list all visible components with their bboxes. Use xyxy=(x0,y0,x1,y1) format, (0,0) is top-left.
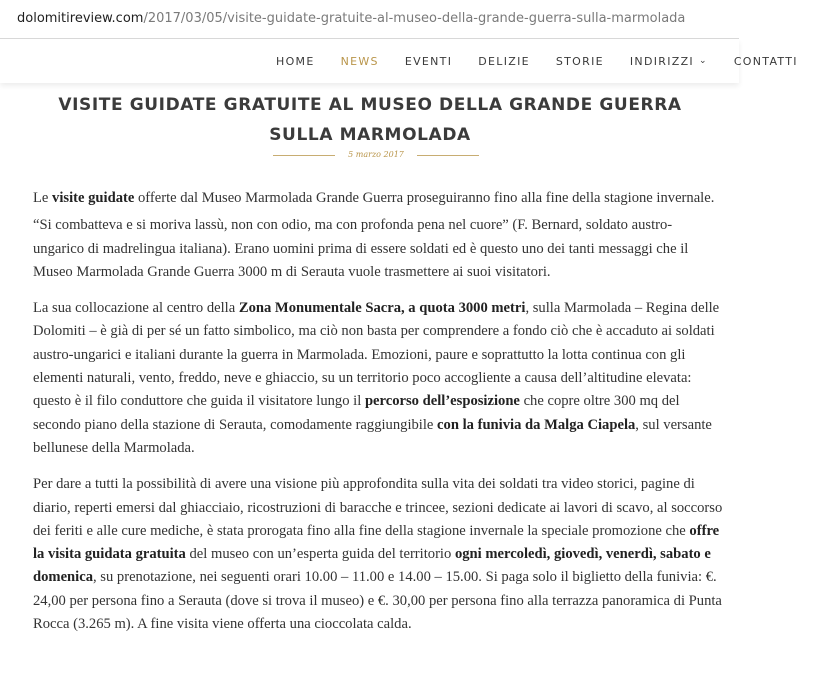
paragraph-quote: “Si combatteva e si moriva lassù, non con odio, ma con profonda pena nel cuore” (F. Bernard, soldato austro-ungarico di madrelingua italiana). Erano uomini prima di essere soldati ed è questo uno dei tanti messaggi che il Museo Marmolada Grande Guerra 3000 m di Serauta vuole trasmettere ai suoi visitatori. xyxy=(33,217,689,280)
article-title: VISITE GUIDATE GRATUITE AL MUSEO DELLA GRANDE GUERRA SULLA MARMOLADA xyxy=(58,95,682,145)
article-body xyxy=(33,187,723,636)
nav-item-storie[interactable]: STORIE xyxy=(555,54,604,68)
nav-item-eventi[interactable]: EVENTI xyxy=(404,54,453,68)
site-header xyxy=(0,39,798,83)
text-run: , su prenotazione, nei seguenti orari 10.00 – 11.00 e 14.00 – 15.00. Si paga solo il biglietto della funivia: €. 24,00 per persona fino a Serauta (dove si trova il museo) e €. 30,00 per persona fino alla terrazza panoramica di Punta Rocca (3.265 m). A fine visita viene offerta una cioccolata calda. xyxy=(33,569,722,633)
nav-item-news[interactable]: NEWS xyxy=(340,54,379,68)
text-run: La sua collocazione al centro della xyxy=(33,300,239,317)
nav-item-delizie[interactable]: DELIZIE xyxy=(478,54,530,68)
nav-item-contatti[interactable]: CONTATTI xyxy=(733,54,798,68)
bold-visita-gratuita: offre la visita guidata gratuita xyxy=(33,522,720,563)
text-run: che copre oltre 300 mq del secondo piano della stazione di Serauta, comodamente raggiungibile xyxy=(33,393,680,433)
text-run: Per dare a tutti la possibilità di avere una visione più approfondita sulla vita dei soldati tra video storici, pagine di diario, reperti emersi dal ghiacciaio, ricostruzioni di baracche e trincee, sezioni dedicate ai lavori di scavo, al soccorso dei feriti e alle cure mediche, è stata prorogata fino alla fine della stagione invernale la speciale promozione che xyxy=(33,476,723,539)
text-run: del museo con un’esperta guida del territorio xyxy=(185,546,455,563)
divider-right xyxy=(417,155,479,156)
paragraph-location xyxy=(33,297,723,460)
paragraph-promotion xyxy=(33,473,723,636)
main-navigation xyxy=(276,39,824,83)
url-text[interactable] xyxy=(17,0,685,38)
paragraph-intro xyxy=(33,187,723,210)
text-run: Le xyxy=(33,190,53,206)
article-date: 5 marzo 2017 xyxy=(348,150,404,159)
bold-giorni: ogni mercoledì, giovedì, venerdì, sabato e domenica xyxy=(33,546,711,586)
bold-zona-monumentale: Zona Monumentale Sacra, a quota 3000 metri xyxy=(238,300,526,317)
url-path: /2017/03/05/visite-guidate-gratuite-al-museo-della-grande-guerra-sulla-marmolada xyxy=(143,11,686,26)
address-bar[interactable] xyxy=(0,0,739,39)
url-host: dolomitireview.com xyxy=(17,11,144,26)
article-date-line xyxy=(273,150,479,159)
chevron-down-icon: ⌄ xyxy=(698,56,708,66)
nav-item-indirizzi-label: INDIRIZZI xyxy=(629,54,694,68)
text-run: , sulla Marmolada – Regina delle Dolomiti – è già di per sé un fatto simbolico, ma ciò non basta per comprendere a fondo ciò che è accaduto ai soldati austro-ungarici e italiani durante la guerra in Marmolada. Emozioni, paure e soprattutto la lotta continua con gli elementi naturali, vento, freddo, neve e ghiaccio, su un territorio poco accogliente a causa dell’altitudine elevata: questo è il filo conduttore che guida il visitatore lungo il xyxy=(33,300,720,410)
bold-percorso: percorso dell’esposizione xyxy=(364,393,520,410)
nav-item-home[interactable]: HOME xyxy=(276,54,315,68)
nav-item-indirizzi[interactable] xyxy=(630,55,708,68)
bold-funivia: con la funivia da Malga Ciapela xyxy=(437,416,636,433)
bold-visite-guidate: visite guidate xyxy=(52,190,135,206)
text-run: offerte dal Museo Marmolada Grande Guerra proseguiranno fino alla fine della stagione invernale. xyxy=(134,190,715,206)
text-run: , sul versante bellunese della Marmolada. xyxy=(33,416,712,456)
